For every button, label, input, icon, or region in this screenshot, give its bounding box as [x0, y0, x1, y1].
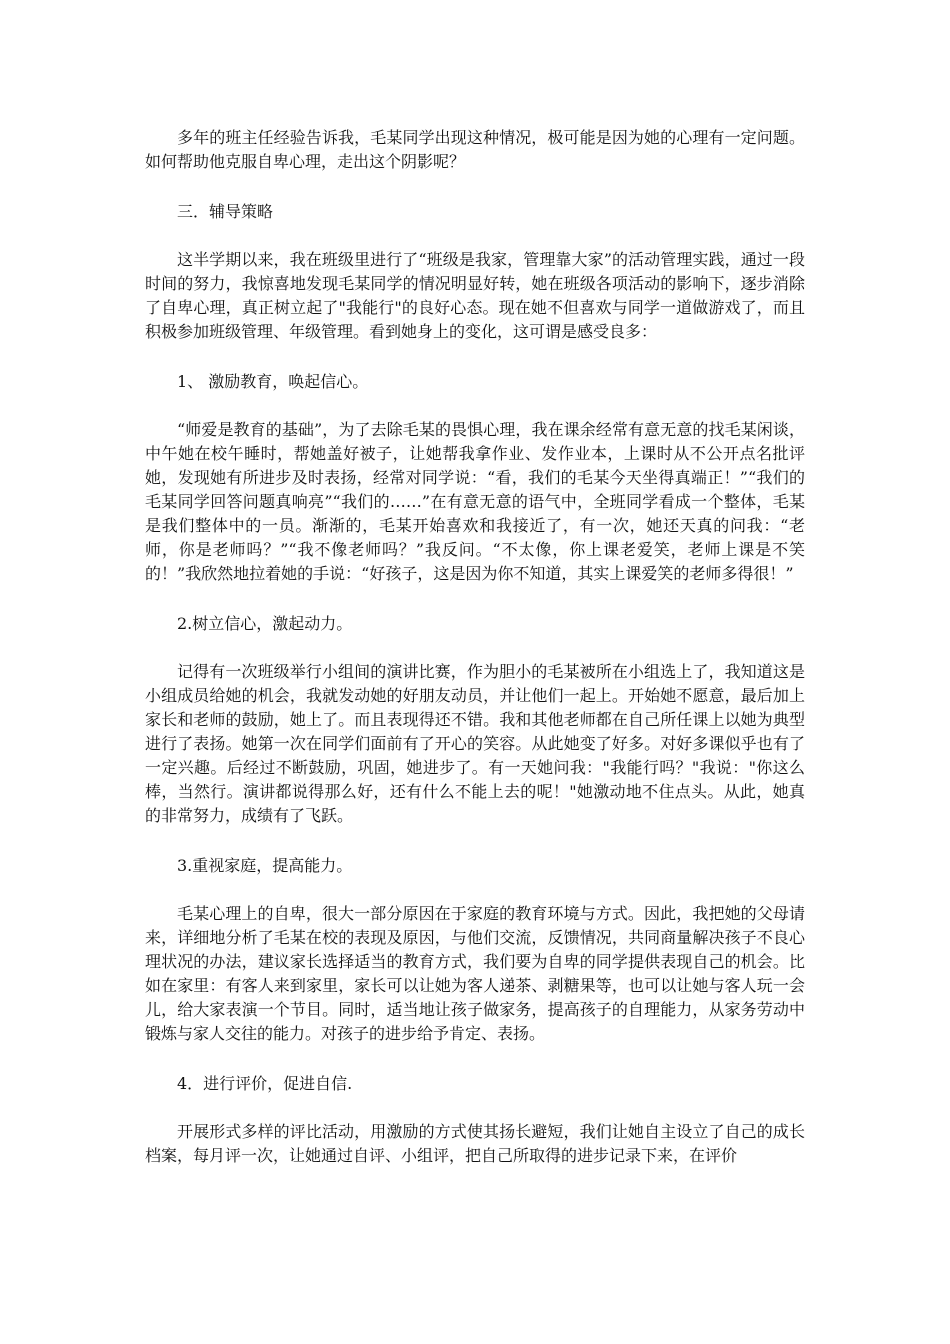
document-body	[145, 126, 805, 1194]
paragraph-encouragement: “师爱是教育的基础”，为了去除毛某的畏惧心理，我在课余经常有意无意的找毛某闲谈，中午她在校午睡时，帮她盖好被子，让她帮我拿作业、发作业本，上课时从不公开点名批评她，发现她有所进步及时表扬，经常对同学说：“看，我们的毛某今天坐得真端正！”“我们的毛某同学回答问题真响亮”“我们的……”在有意无意的语气中，全班同学看成一个整体，毛某是我们整体中的一员。渐渐的，毛某开始喜欢和我接近了，有一次，她还天真的问我：“老师，你是老师吗？”“我不像老师吗？”我反问。“不太像，你上课老爱笑，老师上课是不笑的！”我欣然地拉着她的手说：“好孩子，这是因为你不知道，其实上课爱笑的老师多得很！”	[145, 420, 805, 583]
section-heading-strategy: 三．辅导策略	[177, 202, 274, 221]
subheading-3: 3.重视家庭，提高能力。	[177, 856, 353, 875]
subheading-1: 1、 激励教育，唤起信心。	[177, 372, 369, 391]
paragraph-confidence: 记得有一次班级举行小组间的演讲比赛，作为胆小的毛某被所在小组选上了，我知道这是小组成员给她的机会，我就发动她的好朋友动员，并让他们一起上。开始她不愿意，最后加上家长和老师的鼓励，她上了。而且表现得还不错。我和其他老师都在自己所任课上以她为典型进行了表扬。她第一次在同学们面前有了开心的笑容。从此她变了好多。对好多课似乎也有了一定兴趣。后经过不断鼓励，巩固，她进步了。有一天她问我："我能行吗？"我说："你这么棒，当然行。演讲都说得那么好，还有什么不能上去的呢！"她激动地不住点头。从此，她真的非常努力，成绩有了飞跃。	[145, 662, 805, 825]
paragraph-strategy-overview: 这半学期以来，我在班级里进行了“班级是我家，管理靠大家”的活动管理实践，通过一段时间的努力，我惊喜地发现毛某同学的情况明显好转，她在班级各项活动的影响下，逐步消除了自卑心理，真正树立起了"我能行"的良好心态。现在她不但喜欢与同学一道做游戏了，而且积极参加班级管理、年级管理。看到她身上的变化，这可谓是感受良多：	[145, 250, 805, 341]
paragraph-evaluation: 开展形式多样的评比活动，用激励的方式使其扬长避短，我们让她自主设立了自己的成长档案，每月评一次，让她通过自评、小组评，把自己所取得的进步记录下来，在评价	[145, 1122, 805, 1165]
paragraph-intro: 多年的班主任经验告诉我，毛某同学出现这种情况，极可能是因为她的心理有一定问题。如何帮助他克服自卑心理，走出这个阴影呢？	[145, 128, 805, 171]
subheading-2: 2.树立信心，激起动力。	[177, 614, 353, 633]
paragraph-family: 毛某心理上的自卑，很大一部分原因在于家庭的教育环境与方式。因此，我把她的父母请来，详细地分析了毛某在校的表现及原因，与他们交流，反馈情况，共同商量解决孩子不良心理状况的办法，建议家长选择适当的教育方式，我们要为自卑的同学提供表现自己的机会。比如在家里：有客人来到家里，家长可以让她为客人递茶、剥糖果等，也可以让她与客人玩一会儿，给大家表演一个节目。同时，适当地让孩子做家务，提高孩子的自理能力，从家务劳动中锻炼与家人交往的能力。对孩子的进步给予肯定、表扬。	[145, 904, 805, 1043]
subheading-4: 4．进行评价，促进自信.	[177, 1074, 353, 1093]
